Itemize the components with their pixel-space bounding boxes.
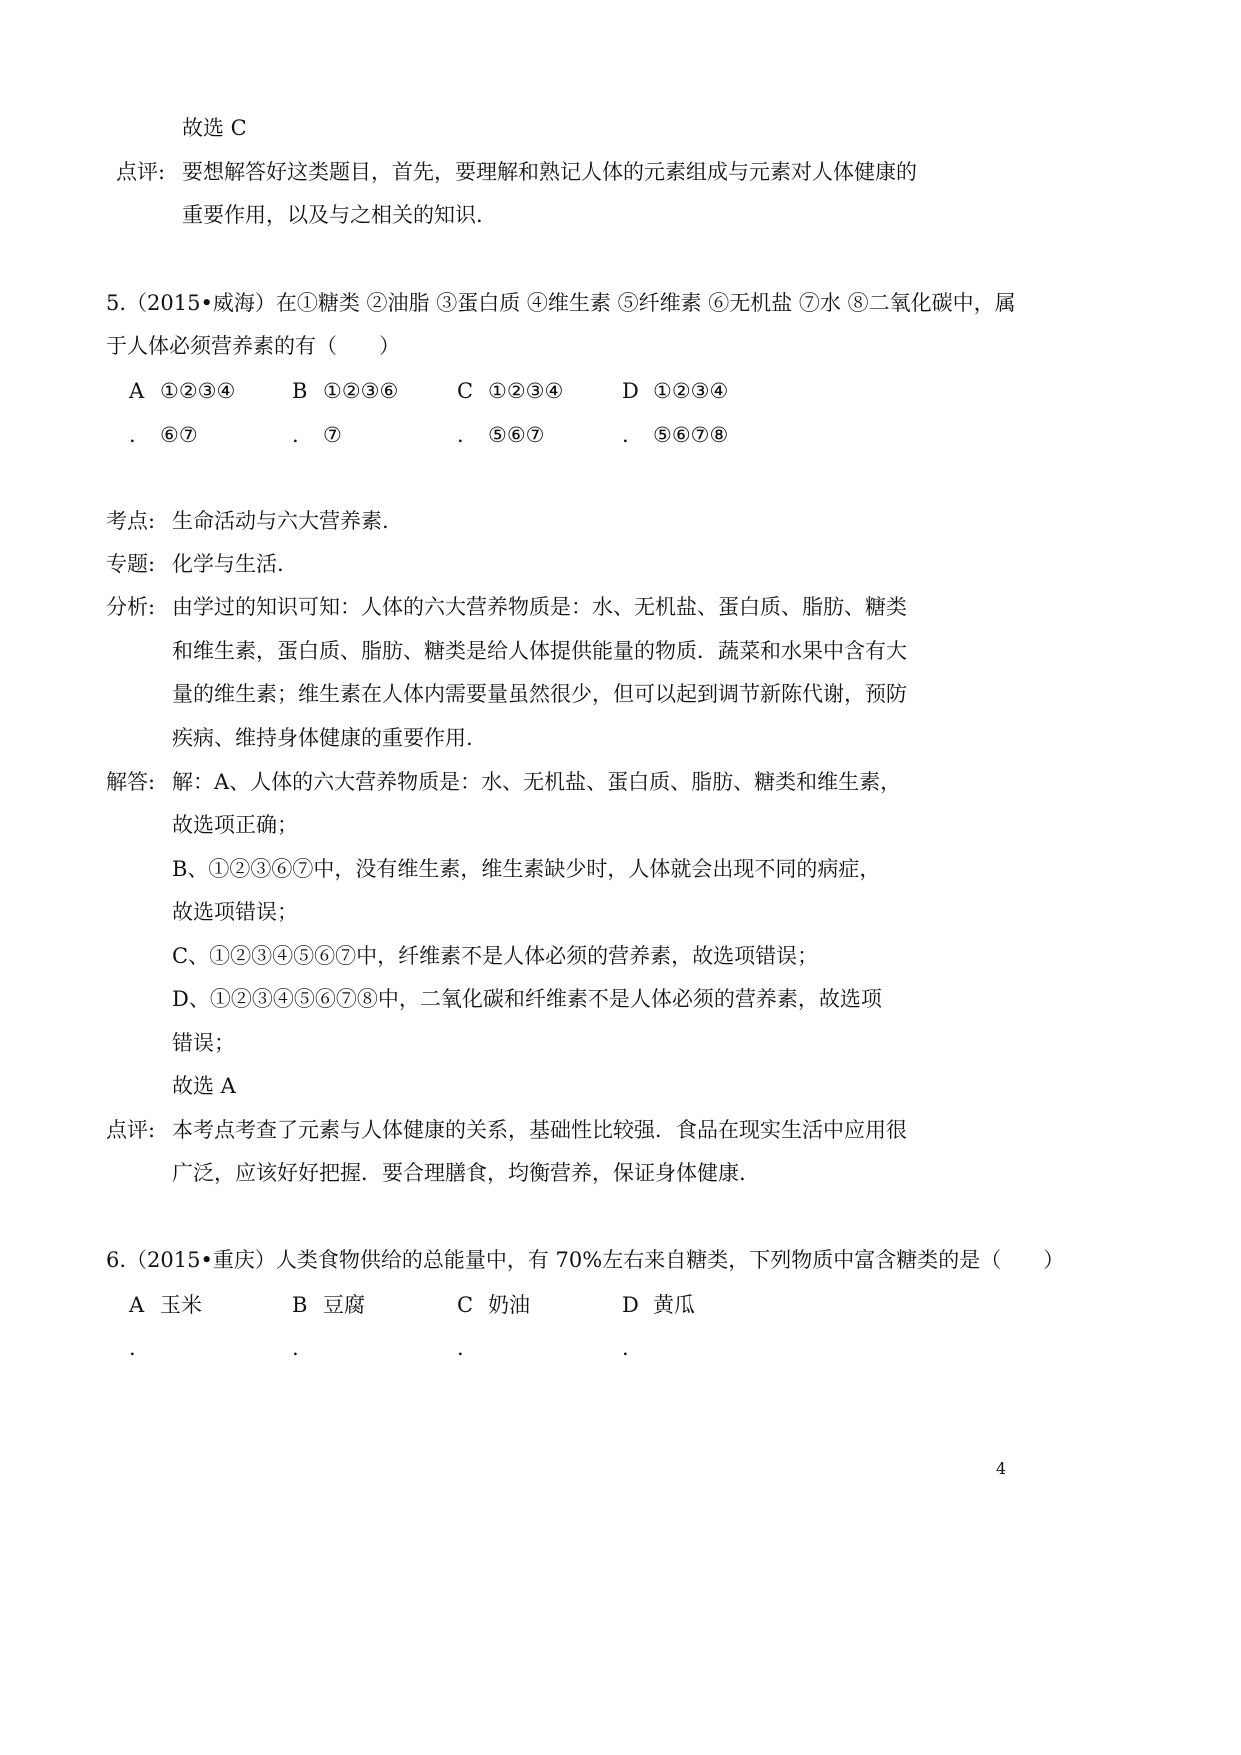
page-number: 4 — [996, 1459, 1007, 1478]
q5-option-b-line-1: ①②③⑥ — [323, 379, 399, 403]
q5-jieda-line-3: B、①②③⑥⑦中，没有维生素，维生素缺少时，人体就会出现不同的病症， — [172, 857, 881, 881]
q5-kaodian: 生命活动与六大营养素. — [172, 509, 389, 533]
q5-fenxi-label: 分析: — [106, 595, 156, 619]
q6-option-a-dot: . — [129, 1336, 136, 1360]
q5-fenxi-line-2: 和维生素，蛋白质、脂肪、糖类是给人体提供能量的物质．蔬菜和水果中含有大 — [172, 639, 907, 663]
q5-option-c-dot: . — [457, 423, 464, 447]
q5-stem-line-2: 于人体必须营养素的有（ ） — [106, 334, 400, 358]
prev-comment-line-2: 重要作用，以及与之相关的知识. — [182, 203, 483, 227]
q5-fenxi-line-3: 量的维生素；维生素在人体内需要量虽然很少，但可以起到调节新陈代谢，预防 — [172, 682, 907, 706]
q5-dianping-label: 点评: — [106, 1118, 156, 1142]
q6-option-b-letter: B — [292, 1293, 308, 1317]
q5-option-d-dot: . — [622, 423, 629, 447]
q5-option-a-letter: A — [129, 379, 145, 403]
q5-zhuanti-label: 专题: — [106, 552, 156, 576]
q6-stem: 6.（2015•重庆）人类食物供给的总能量中，有 70%左右来自糖类，下列物质中富含糖类的是（ ） — [106, 1248, 1065, 1272]
prev-comment-line-1: 要想解答好这类题目，首先，要理解和熟记人体的元素组成与元素对人体健康的 — [182, 160, 917, 184]
q5-option-a-dot: . — [129, 423, 136, 447]
q5-jieda-line-7: 错误； — [172, 1031, 235, 1055]
q5-dianping-line-1: 本考点考查了元素与人体健康的关系，基础性比较强．食品在现实生活中应用很 — [172, 1118, 907, 1142]
q5-option-c-letter: C — [457, 379, 474, 403]
q6-option-b-text: 豆腐 — [323, 1293, 365, 1317]
q5-option-d-line-2: ⑤⑥⑦⑧ — [653, 423, 729, 447]
q6-option-d-text: 黄瓜 — [653, 1293, 695, 1317]
q5-option-c-line-1: ①②③④ — [488, 379, 564, 403]
q5-jieda-label: 解答: — [106, 770, 156, 794]
q5-stem-line-1: 5.（2015•威海）在①糖类 ②油脂 ③蛋白质 ④维生素 ⑤纤维素 ⑥无机盐 ⑦水 ⑧二氧化碳中，属 — [106, 291, 1016, 315]
q5-jieda-line-2: 故选项正确； — [172, 813, 298, 837]
prev-answer: 故选 C — [182, 116, 247, 140]
q6-option-a-text: 玉米 — [160, 1293, 202, 1317]
q5-fenxi-line-4: 疾病、维持身体健康的重要作用. — [172, 726, 473, 750]
q6-option-d-dot: . — [622, 1336, 629, 1360]
q5-option-b-letter: B — [292, 379, 308, 403]
q5-option-b-dot: . — [292, 423, 299, 447]
q6-option-d-letter: D — [622, 1293, 639, 1317]
q5-jieda-line-4: 故选项错误； — [172, 900, 298, 924]
q5-jieda-line-1: 解：A、人体的六大营养物质是：水、无机盐、蛋白质、脂肪、糖类和维生素， — [172, 770, 902, 794]
q6-option-c-dot: . — [457, 1336, 464, 1360]
q6-option-a-letter: A — [129, 1293, 145, 1317]
q5-jieda-line-5: C、①②③④⑤⑥⑦中，纤维素不是人体必须的营养素，故选项错误； — [172, 944, 819, 968]
q5-jieda-line-8: 故选 A — [172, 1074, 236, 1098]
q6-option-b-dot: . — [292, 1336, 299, 1360]
q5-option-b-line-2: ⑦ — [323, 423, 342, 447]
q5-option-a-line-2: ⑥⑦ — [160, 423, 198, 447]
q6-option-c-letter: C — [457, 1293, 474, 1317]
q5-option-c-line-2: ⑤⑥⑦ — [488, 423, 545, 447]
q5-kaodian-label: 考点: — [106, 509, 156, 533]
q5-option-a-line-1: ①②③④ — [160, 379, 236, 403]
q5-dianping-line-2: 广泛，应该好好把握．要合理膳食，均衡营养，保证身体健康. — [172, 1161, 746, 1185]
q6-option-c-text: 奶油 — [488, 1293, 530, 1317]
q5-jieda-line-6: D、①②③④⑤⑥⑦⑧中，二氧化碳和纤维素不是人体必须的营养素，故选项 — [172, 987, 882, 1011]
prev-comment-label: 点评: — [116, 160, 166, 184]
q5-fenxi-line-1: 由学过的知识可知：人体的六大营养物质是：水、无机盐、蛋白质、脂肪、糖类 — [172, 595, 907, 619]
q5-option-d-line-1: ①②③④ — [653, 379, 729, 403]
q5-option-d-letter: D — [622, 379, 639, 403]
q5-zhuanti: 化学与生活. — [172, 552, 284, 576]
